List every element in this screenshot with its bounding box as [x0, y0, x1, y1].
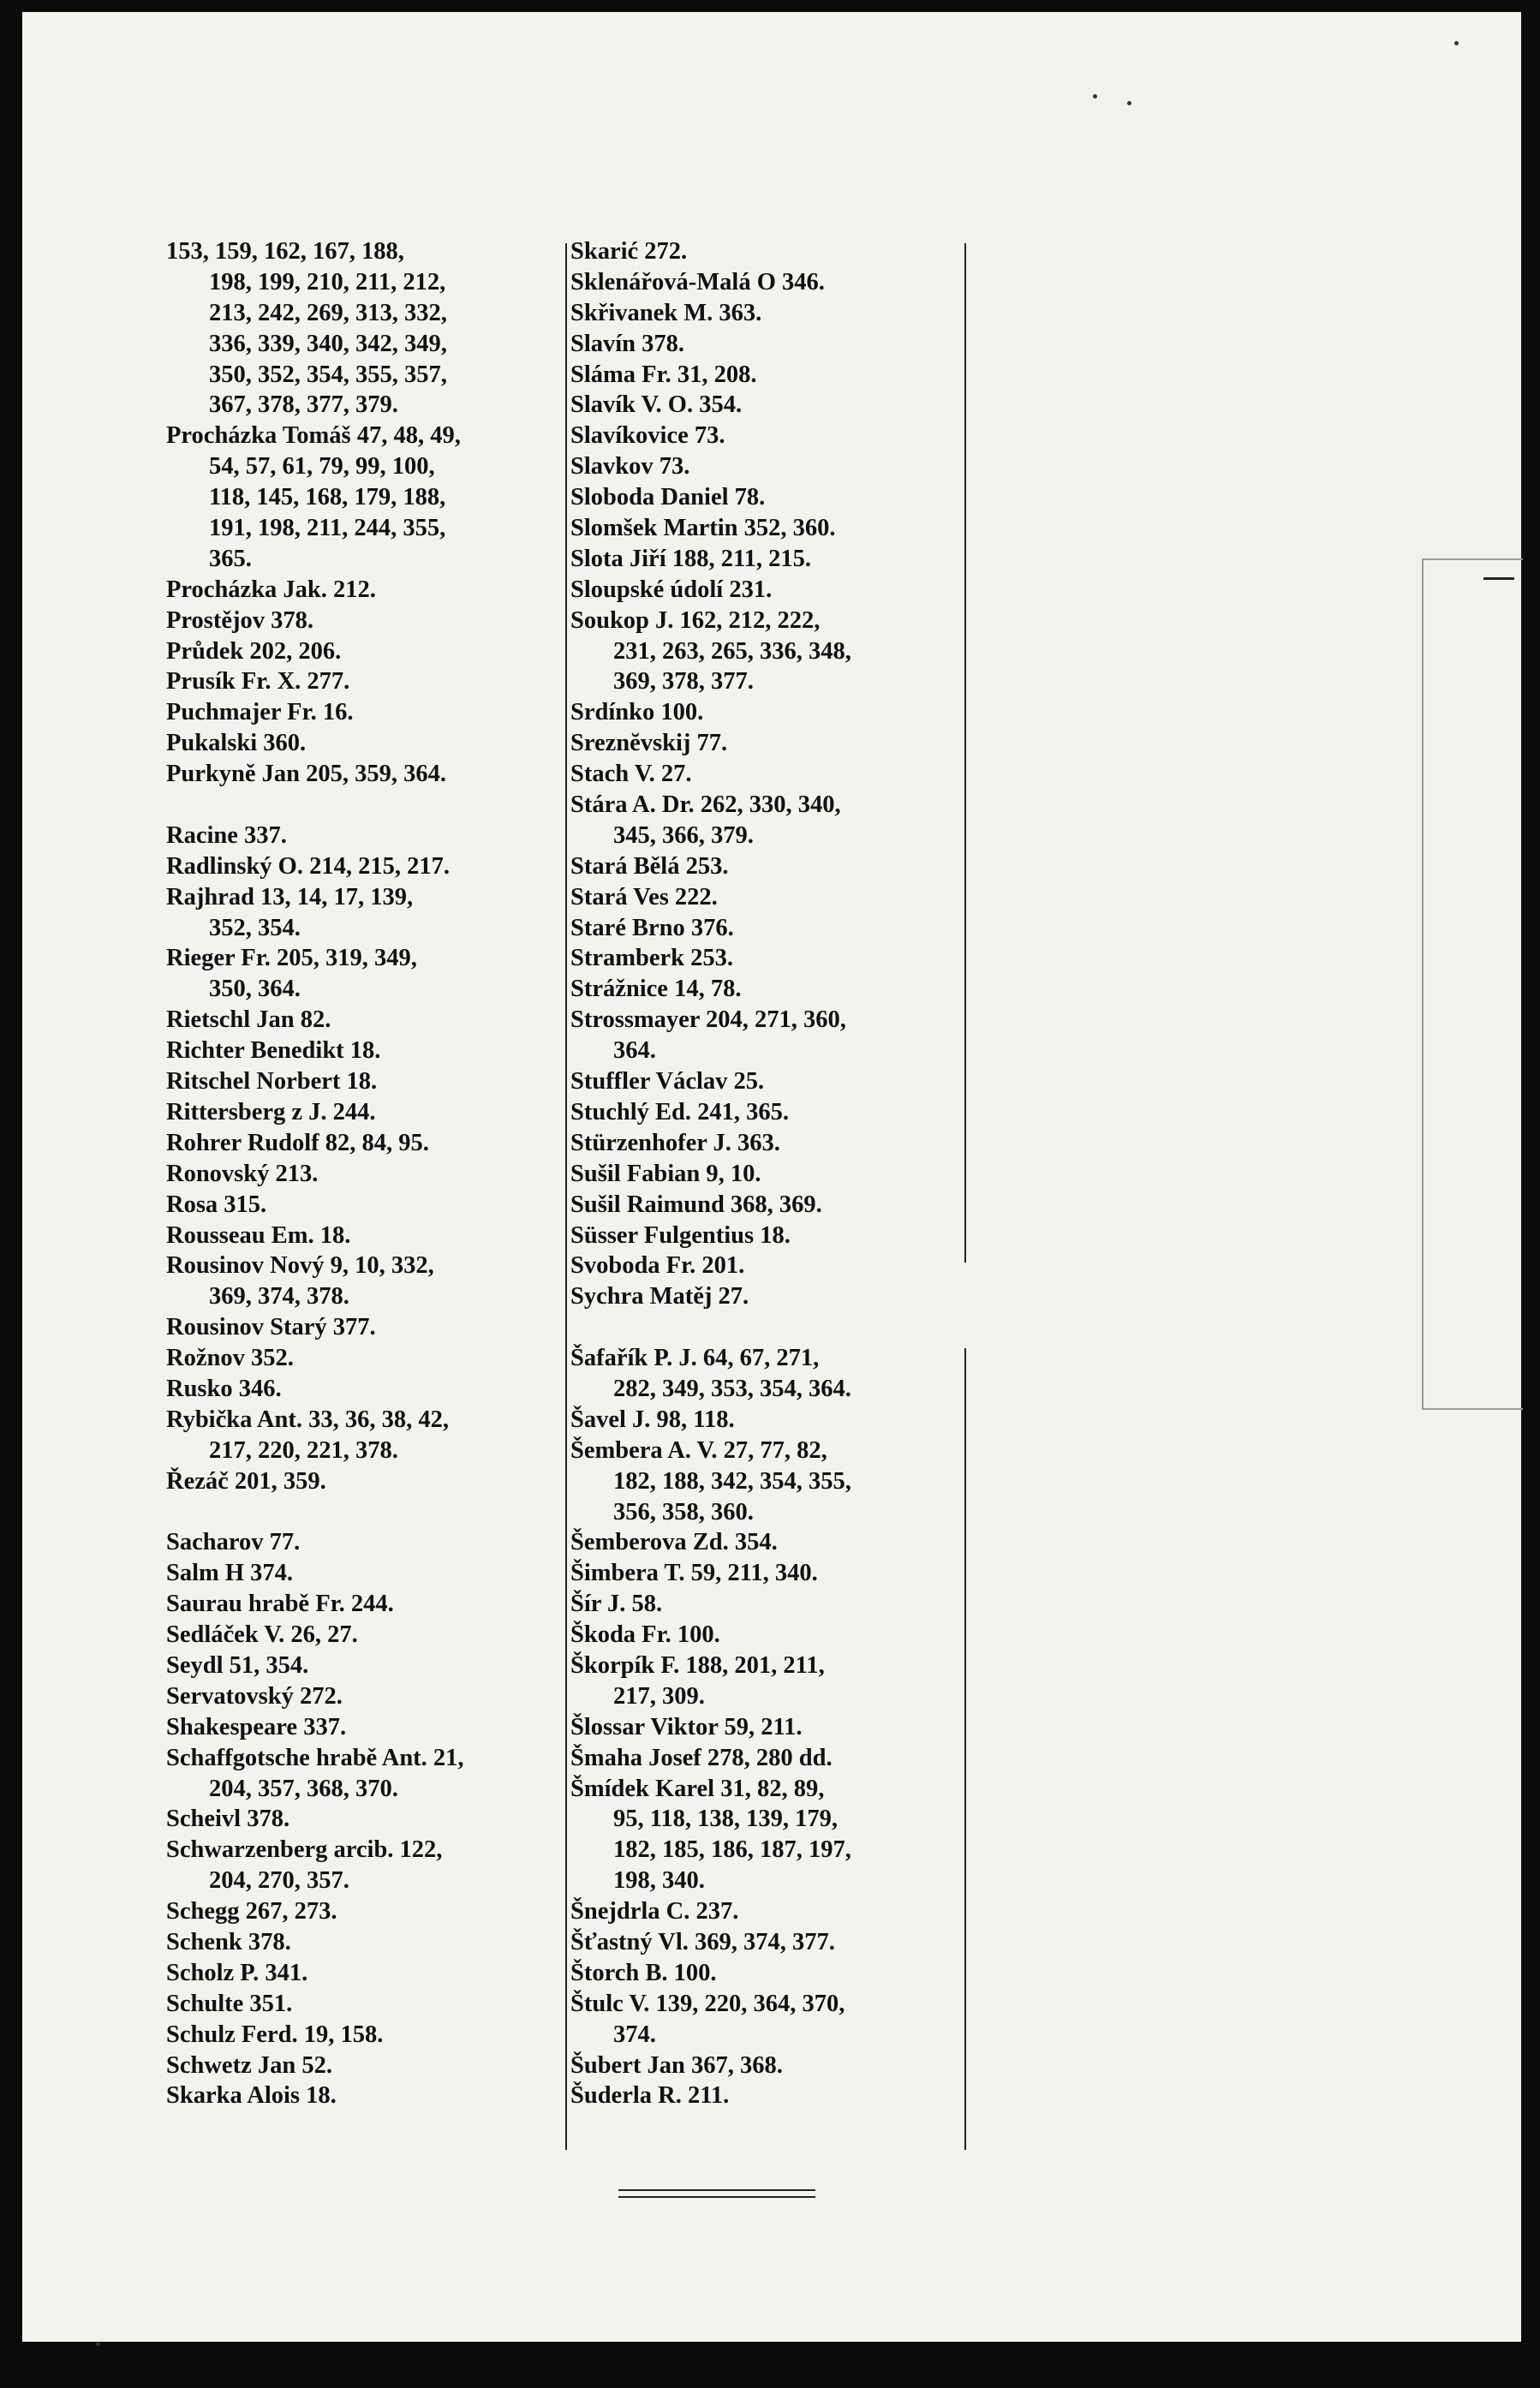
index-entry: Procházka Tomáš 47, 48, 49,	[166, 422, 461, 450]
index-entry: Stuchlý Ed. 241, 365.	[570, 1098, 789, 1125]
index-entry: Rousinov Starý 377.	[166, 1314, 376, 1341]
index-entry-continuation: 182, 188, 342, 354, 355,	[613, 1467, 851, 1495]
index-entry-continuation: 369, 374, 378.	[209, 1283, 349, 1310]
index-entry-continuation: 369, 378, 377.	[613, 668, 754, 696]
index-entry: Radlinský O. 214, 215, 217.	[166, 852, 450, 880]
column-divider-2	[964, 243, 966, 1263]
index-entry: Schegg 267, 273.	[166, 1898, 337, 1925]
end-rule-top	[618, 2189, 815, 2191]
index-entry: Strážnice 14, 78.	[570, 976, 742, 1003]
index-entry: Stürzenhofer J. 363.	[570, 1129, 780, 1156]
section-gap	[570, 1312, 973, 1343]
index-entry: Slavín 378.	[570, 330, 685, 357]
section-gap	[166, 790, 569, 821]
index-entry-continuation: 95, 118, 138, 139, 179,	[613, 1806, 839, 1833]
index-entry: Rieger Fr. 205, 319, 349,	[166, 945, 417, 972]
index-entry: Šlossar Viktor 59, 211.	[570, 1713, 803, 1740]
index-entry: Prostějov 378.	[166, 606, 314, 634]
index-entry-continuation: 204, 270, 357.	[209, 1867, 349, 1895]
index-entry: Sušil Fabian 9, 10.	[570, 1160, 761, 1187]
index-entry: Richter Benedikt 18.	[166, 1037, 381, 1065]
index-entry: Šťastný Vl. 369, 374, 377.	[570, 1928, 835, 1955]
index-entry: Sloboda Daniel 78.	[570, 484, 766, 511]
section-gap	[166, 1497, 569, 1528]
index-entry: Stará Ves 222.	[570, 883, 718, 910]
index-entry: Rajhrad 13, 14, 17, 139,	[166, 883, 414, 910]
index-entry: Sušil Raimund 368, 369.	[570, 1191, 822, 1218]
index-column-1	[166, 236, 569, 2111]
column-divider-1	[565, 243, 567, 2150]
index-entry: Schulz Ferd. 19, 158.	[166, 2021, 384, 2048]
index-entry: Slavík V. O. 354.	[570, 391, 743, 419]
index-entry-continuation: 231, 263, 265, 336, 348,	[613, 637, 851, 665]
index-entry-continuation: 336, 339, 340, 342, 349,	[209, 330, 447, 357]
index-entry-continuation: 367, 378, 377, 379.	[209, 391, 398, 419]
index-entry: Řezáč 201, 359.	[166, 1467, 326, 1495]
index-entry-continuation: 345, 366, 379.	[613, 821, 754, 849]
index-entry: Šnejdrla C. 237.	[570, 1898, 739, 1925]
index-entry-continuation: 198, 199, 210, 211, 212,	[209, 268, 446, 296]
column-divider-2-lower	[964, 1348, 966, 2150]
index-entry-continuation: 364.	[613, 1037, 656, 1065]
index-entry: Servatovský 272.	[166, 1682, 343, 1710]
index-entry: Rittersberg z J. 244.	[166, 1098, 376, 1125]
index-entry: Slavkov 73.	[570, 453, 690, 481]
book-page	[22, 12, 1521, 2342]
index-entry: Strossmayer 204, 271, 360,	[570, 1006, 846, 1034]
index-entry: Schwetz Jan 52.	[166, 2051, 332, 2079]
index-entry: Šmídek Karel 31, 82, 89,	[570, 1775, 825, 1802]
index-entry-continuation: 54, 57, 61, 79, 99, 100,	[209, 453, 435, 481]
index-entry-continuation: 356, 358, 360.	[613, 1498, 754, 1525]
index-entry: Seydl 51, 354.	[166, 1651, 309, 1679]
index-entry: Süsser Fulgentius 18.	[570, 1221, 791, 1249]
index-entry: Šimbera T. 59, 211, 340.	[570, 1560, 818, 1587]
end-rule-bottom	[618, 2196, 815, 2198]
index-entry: Stára A. Dr. 262, 330, 340,	[570, 791, 841, 819]
index-entry: Rusko 346.	[166, 1375, 282, 1402]
index-entry: Scholz P. 341.	[166, 1959, 308, 1986]
index-entry: Průdek 202, 206.	[166, 637, 342, 665]
index-entry: Puchmajer Fr. 16.	[166, 699, 354, 726]
index-entry: Prusík Fr. X. 277.	[166, 668, 350, 696]
index-entry: Salm H 374.	[166, 1560, 294, 1587]
index-entry: Ronovský 213.	[166, 1160, 319, 1187]
index-entry-continuation: 282, 349, 353, 354, 364.	[613, 1375, 851, 1402]
speck	[1454, 41, 1459, 45]
index-entry: Sreznĕvskij 77.	[570, 730, 728, 757]
index-entry-continuation: 204, 357, 368, 370.	[209, 1775, 398, 1802]
index-entry: Šubert Jan 367, 368.	[570, 2051, 783, 2079]
index-entry: Soukop J. 162, 212, 222,	[570, 606, 821, 634]
index-entry: Skarić 272.	[570, 238, 688, 265]
index-entry: Sklenářová-Malá O 346.	[570, 268, 825, 296]
index-entry: 153, 159, 162, 167, 188,	[166, 238, 404, 265]
index-entry: Škoda Fr. 100.	[570, 1621, 720, 1649]
index-entry: Scheivl 378.	[166, 1806, 290, 1833]
index-entry-continuation: 350, 352, 354, 355, 357,	[209, 361, 447, 388]
index-entry: Schulte 351.	[166, 1990, 293, 2017]
index-entry: Šavel J. 98, 118.	[570, 1406, 735, 1433]
index-entry: Šmaha Josef 278, 280 dd.	[570, 1744, 833, 1771]
index-entry-continuation: 182, 185, 186, 187, 197,	[613, 1836, 851, 1864]
index-entry: Škorpík F. 188, 201, 211,	[570, 1651, 825, 1679]
index-entry: Skřivanek M. 363.	[570, 299, 762, 326]
index-entry: Rousseau Em. 18.	[166, 1221, 351, 1249]
margin-bracket	[1422, 558, 1523, 1410]
index-entry: Schenk 378.	[166, 1928, 291, 1955]
index-entry-continuation: 217, 220, 221, 378.	[209, 1436, 398, 1464]
index-entry-continuation: 198, 340.	[613, 1867, 705, 1895]
index-entry: Rietschl Jan 82.	[166, 1006, 331, 1034]
speck	[96, 2342, 100, 2346]
index-entry: Šafařík P. J. 64, 67, 271,	[570, 1345, 820, 1372]
index-entry-continuation: 374.	[613, 2021, 656, 2048]
index-entry: Sloupské údolí 231.	[570, 576, 773, 603]
index-entry: Rybička Ant. 33, 36, 38, 42,	[166, 1406, 449, 1433]
index-entry: Purkyně Jan 205, 359, 364.	[166, 761, 446, 788]
index-entry: Svoboda Fr. 201.	[570, 1252, 745, 1280]
index-entry: Slavíkovice 73.	[570, 422, 725, 450]
index-entry: Saurau hrabě Fr. 244.	[166, 1591, 394, 1618]
index-entry-continuation: 350, 364.	[209, 976, 301, 1003]
index-entry: Ritschel Norbert 18.	[166, 1068, 378, 1095]
index-entry: Slomšek Martin 352, 360.	[570, 515, 836, 542]
index-entry: Šuderla R. 211.	[570, 2082, 730, 2110]
index-entry: Štorch B. 100.	[570, 1959, 717, 1986]
index-entry: Racine 337.	[166, 821, 287, 849]
speck	[1093, 94, 1097, 99]
index-entry: Sedláček V. 26, 27.	[166, 1621, 358, 1649]
index-entry-continuation: 191, 198, 211, 244, 355,	[209, 515, 446, 542]
index-entry: Skarka Alois 18.	[166, 2082, 337, 2110]
index-entry: Stará Bělá 253.	[570, 852, 729, 880]
margin-tick	[1483, 577, 1514, 580]
index-entry-continuation: 213, 242, 269, 313, 332,	[209, 299, 447, 326]
index-entry-continuation: 352, 354.	[209, 914, 301, 941]
index-entry: Sláma Fr. 31, 208.	[570, 361, 757, 388]
index-entry: Pukalski 360.	[166, 730, 307, 757]
index-entry: Procházka Jak. 212.	[166, 576, 376, 603]
index-entry: Staré Brno 376.	[570, 914, 734, 941]
index-column-2	[570, 236, 973, 2111]
index-entry: Rousinov Nový 9, 10, 332,	[166, 1252, 434, 1280]
index-entry: Schwarzenberg arcib. 122,	[166, 1836, 443, 1864]
index-entry-continuation: 118, 145, 168, 179, 188,	[209, 484, 446, 511]
index-entry: Stramberk 253.	[570, 945, 733, 972]
index-entry: Štulc V. 139, 220, 364, 370,	[570, 1990, 845, 2017]
index-entry: Rohrer Rudolf 82, 84, 95.	[166, 1129, 429, 1156]
index-entry: Rožnov 352.	[166, 1345, 294, 1372]
index-entry-continuation: 217, 309.	[613, 1682, 705, 1710]
index-entry: Šír J. 58.	[570, 1591, 663, 1618]
index-entry: Slota Jiří 188, 211, 215.	[570, 545, 812, 572]
index-entry: Šembera A. V. 27, 77, 82,	[570, 1436, 827, 1464]
index-entry: Šemberova Zd. 354.	[570, 1529, 778, 1556]
index-entry-continuation: 365.	[209, 545, 252, 572]
index-entry: Rosa 315.	[166, 1191, 267, 1218]
index-entry: Srdínko 100.	[570, 699, 704, 726]
index-entry: Stach V. 27.	[570, 761, 692, 788]
index-entry: Schaffgotsche hrabě Ant. 21,	[166, 1744, 464, 1771]
index-entry: Sacharov 77.	[166, 1529, 301, 1556]
index-entry: Shakespeare 337.	[166, 1713, 347, 1740]
index-entry: Sychra Matěj 27.	[570, 1283, 749, 1310]
speck	[1127, 101, 1131, 105]
index-entry: Stuffler Václav 25.	[570, 1068, 765, 1095]
